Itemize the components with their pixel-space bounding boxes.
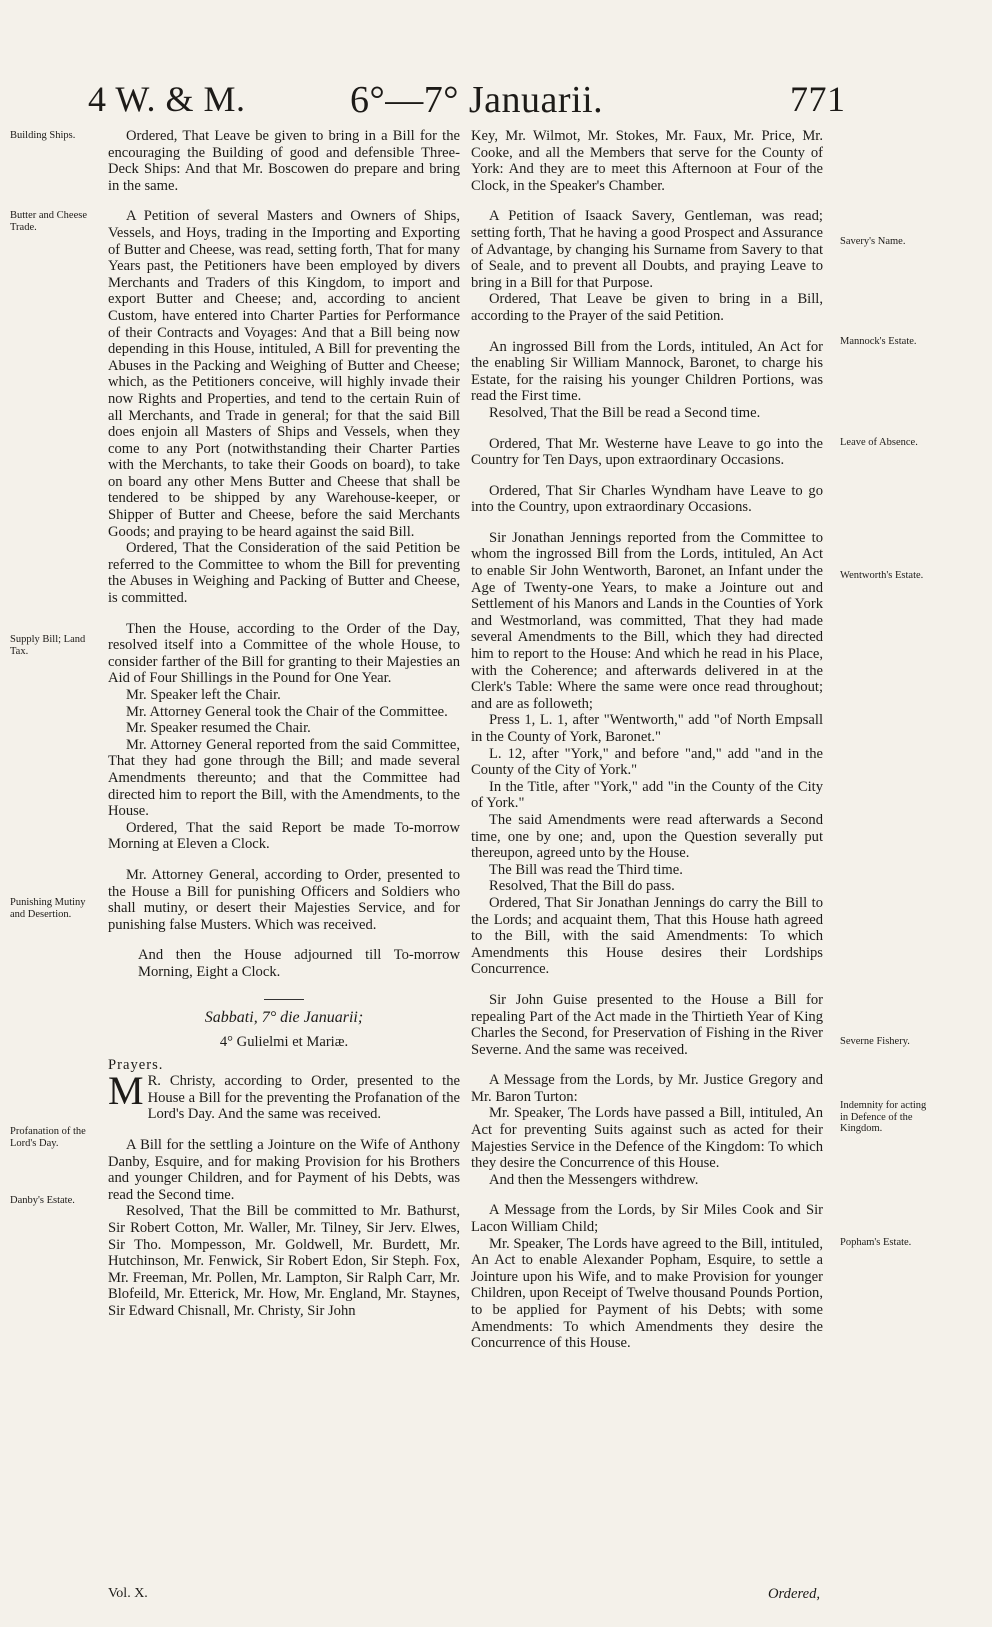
entry-committee-supply: Then the House, according to the Order of the Day, resolved itself into a Committee of the whole House, to consider farther of the Bill for granting to their Majesties an Aid of Four Shillings in the Pound for One Year. <box>108 620 460 687</box>
entry-report-ordered: Ordered, That the said Report be made To-morrow Morning at Eleven a Clock. <box>108 819 460 853</box>
date-header: 6°—7° Januarii. <box>350 79 604 121</box>
entry-wentworth-report: Sir Jonathan Jennings reported from the Committee to whom the ingrossed Bill from the Lords, intituled, An Act to enable Sir John Wentworth, Baronet, an Infant under the Age of Twenty-one Years, to make a Jointure out and Settlement of his Manors and Lands in the Counties of York and Westmorland, was committed, That they had made several Amendments to the Bill, which they had directed him to report to the House: And which he read in his Place, with the Coherence; and afterwards delivered in at the Clerk's Table: Where the same were once read throughout; and are as followeth; <box>471 529 823 712</box>
page-number: 771 <box>790 79 846 119</box>
margin-note-punishing-mutiny: Punishing Mutiny and Desertion. <box>10 897 86 920</box>
entry-committee-continued: Key, Mr. Wilmot, Mr. Stokes, Mr. Faux, Mr. Price, Mr. Cooke, and all the Members that serve for the County of York: And they are to meet this Afternoon at Four of the Clock, in the Speaker's Chamber. <box>471 128 823 194</box>
entry-messengers-withdrew: And then the Messengers withdrew. <box>489 1171 699 1188</box>
entry-mannock-bill: An ingrossed Bill from the Lords, intituled, An Act for the enabling Sir William Mannock, Baronet, to charge his Estate, for the raising his younger Children Portions, was read the First time. <box>471 338 823 405</box>
entry-amendments-agreed: The said Amendments were read afterwards a Second time, one by one; and, upon the Question severally put thereupon, agreed unto by the House. <box>471 811 823 862</box>
entry-bill-pass: Resolved, That the Bill do pass. <box>489 878 675 895</box>
margin-note-wentworth: Wentworth's Estate. <box>840 570 924 581</box>
entry-savery-petition: A Petition of Isaack Savery, Gentleman, was read; setting forth, That he having a good Prospect and Assurance of Advantage, by changing his Surname from Savery to that of Seale, and to prevent all Doubts, and praying Leave to bring in a Bill for that Purpose. <box>471 208 823 291</box>
entry-speaker-resumed: Mr. Speaker resumed the Chair. <box>126 720 311 737</box>
entry-danby-committee: Resolved, That the Bill be committed to Mr. Bathurst, Sir Robert Cotton, Mr. Waller, Mr. Tilney, Sir Jerv. Elwes, Sir Tho. Mompesson, Mr. Goldwell, Mr. Burdett, Mr. Hutchinson, Mr. Fenwick, Sir Robert Edon, Sir Steph. Fox, Mr. Freeman, Mr. Pollen, Mr. Lampton, Sir Ralph Carr, Mr. Blofeild, Mr. Etterick, Mr. How, Mr. England, Mr. Staynes, Sir Edward Chisnall, Mr. Christy, Sir John <box>108 1203 460 1319</box>
margin-note-mannock: Mannock's Estate. <box>840 336 917 347</box>
entry-westerne-leave: Ordered, That Mr. Westerne have Leave to go into the Country for Ten Days, upon extraordinary Occasions. <box>471 435 823 469</box>
volume-signature: Vol. X. <box>108 1586 148 1601</box>
right-column <box>471 128 823 1352</box>
margin-note-profanation: Profanation of the Lord's Day. <box>10 1126 86 1149</box>
entry-savery-order: Ordered, That Leave be given to bring in a Bill, according to the Prayer of the said Petition. <box>471 291 823 324</box>
margin-note-building-ships: Building Ships. <box>10 130 76 141</box>
entry-indemnity-bill: Mr. Speaker, The Lords have passed a Bill, intituled, An Act for preventing Suits against such as acted for their Majesties Service in the Defence of the Kingdom: To which they desire the Concurrence of this House. <box>471 1105 823 1172</box>
entry-attorney-chair: Mr. Attorney General took the Chair of the Committee. <box>126 703 448 720</box>
left-column <box>108 128 460 1320</box>
entry-amendment-1: Press 1, L. 1, after "Wentworth," add "of North Empsall in the County of York, Baronet." <box>471 712 823 745</box>
entry-mannock-resolved: Resolved, That the Bill be read a Second time. <box>489 404 761 421</box>
entry-amendment-2: L. 12, after "York," and before "and," add "and in the County of the City of York." <box>471 745 823 779</box>
entry-building-ships: Ordered, That Leave be given to bring in a Bill for the encouraging the Building of good and defensible Three-Deck Ships: And that Mr. Boscowen do prepare and bring in the same. <box>108 128 460 194</box>
entry-popham-bill: Mr. Speaker, The Lords have agreed to the Bill, intituled, An Act to enable Alexander Popham, Esquire, to settle a Jointure upon his Wife, and to make Provision for younger Children, upon Receipt of Twelve thousand Pounds Portion, to be applied for Payment of his Debts; with some Amendments: To which Amendments they desire the Concurrence of this House. <box>471 1235 823 1352</box>
entry-attorney-reported: Mr. Attorney General reported from the said Committee, That they had gone through the Bill; and made several Amendments thereunto; and that the Committee had directed him to report the Bill, with the Amendments, to the House. <box>108 736 460 820</box>
catchword: Ordered, <box>768 1586 821 1602</box>
margin-note-popham: Popham's Estate. <box>840 1237 912 1248</box>
entry-message-gregory: A Message from the Lords, by Mr. Justice Gregory and Mr. Baron Turton: <box>471 1072 823 1105</box>
regnal-year-header: 4 W. & M. <box>88 79 246 119</box>
entry-butter-order: Ordered, That the Consideration of the said Petition be referred to the Committee to whom the Bill for preventing the Abuses in Weighing and Packing of Butter and Cheese, is committed. <box>108 540 460 607</box>
entry-danby-bill: A Bill for the settling a Jointure on the Wife of Anthony Danby, Esquire, and for making Provision for his Brothers and younger Children, and for Payment of his Debts, was read the Second time. <box>108 1137 460 1203</box>
margin-note-supply-bill: Supply Bill; Land Tax. <box>10 634 86 657</box>
drop-cap: M <box>108 1068 144 1114</box>
margin-note-leave-absence: Leave of Absence. <box>840 437 918 448</box>
entry-butter-petition: A Petition of several Masters and Owners of Ships, Vessels, and Hoys, trading in the Importing and Exporting of Butter and Cheese, was read, setting forth, That for many Years past, the Petitioners have been employed by divers Merchants and Traders of this Kingdom, to import and export Butter and Cheese; and, according to ancient Custom, have entered into Charter Parties for Performance of their Contracts and Voyages: And that a Bill being now depending in this House, intituled, A Bill for preventing the Abuses in the Packing and Weighing of Butter and Cheese; which, as the Petitioners conceive, will highly invade their now Rights and Properties, and tend to the certain Ruin of all Merchants, and Trade in general; for that the said Bill does enjoin all Masters of Ships and Vessels, when they come to any Port (notwithstanding their Charter Parties with the Merchants, to take their Goods on board), to take on board any other Mens Butter and Cheese that shall be tendered to be shipped by any Warehouse-keeper, or Shipper of Butter and Cheese, before the said Merchants Goods; and praying to be heard against the said Bill. <box>108 208 460 540</box>
entry-wyndham-leave: Ordered, That Sir Charles Wyndham have Leave to go into the Country, upon extraordinary Occasions. <box>471 482 823 516</box>
entry-message-cook: A Message from the Lords, by Sir Miles Cook and Sir Lacon William Child; <box>471 1202 823 1236</box>
prayers-heading: Prayers. <box>108 1056 164 1073</box>
margin-note-indemnity: Indemnity for acting in Defence of the Kingdom. <box>840 1100 927 1134</box>
margin-note-butter-cheese: Butter and Cheese Trade. <box>10 210 87 233</box>
entry-mutiny-bill: Mr. Attorney General, according to Order, presented to the House a Bill for punishing Officers and Soldiers who shall mutiny, or desert their Majesties Service, and for punishing false Musters. Which was received. <box>108 866 460 933</box>
entry-jennings-carry: Ordered, That Sir Jonathan Jennings do carry the Bill to the Lords; and acquaint them, That this House hath agreed to the Bill, with the said Amendments: To which Amendments this House desires their Lordships Concurrence. <box>471 894 823 978</box>
entry-guise-bill: Sir John Guise presented to the House a Bill for repealing Part of the Act made in the Thirtieth Year of King Charles the Second, for Preservation of Fishing in the River Severne. And the same was received. <box>471 991 823 1058</box>
margin-note-danby: Danby's Estate. <box>10 1195 75 1206</box>
entry-third-reading: The Bill was read the Third time. <box>489 861 683 878</box>
section-divider <box>264 999 304 1000</box>
sabbati-heading: Sabbati, 7° die Januarii; <box>204 1008 364 1026</box>
entry-adjourned: And then the House adjourned till To-morrow Morning, Eight a Clock. <box>138 947 460 980</box>
regnal-heading: 4° Gulielmi et Mariæ. <box>219 1034 349 1051</box>
entry-speaker-left: Mr. Speaker left the Chair. <box>126 687 281 703</box>
margin-note-severne: Severne Fishery. <box>840 1036 910 1047</box>
entry-amendment-title: In the Title, after "York," add "in the County of the City of York." <box>471 778 823 812</box>
entry-christy: M R. Christy, according to Order, presented to the House a Bill for the preventing the Profanation of the Lord's Day. And the same was received. <box>108 1068 460 1123</box>
margin-note-savery: Savery's Name. <box>840 236 906 247</box>
